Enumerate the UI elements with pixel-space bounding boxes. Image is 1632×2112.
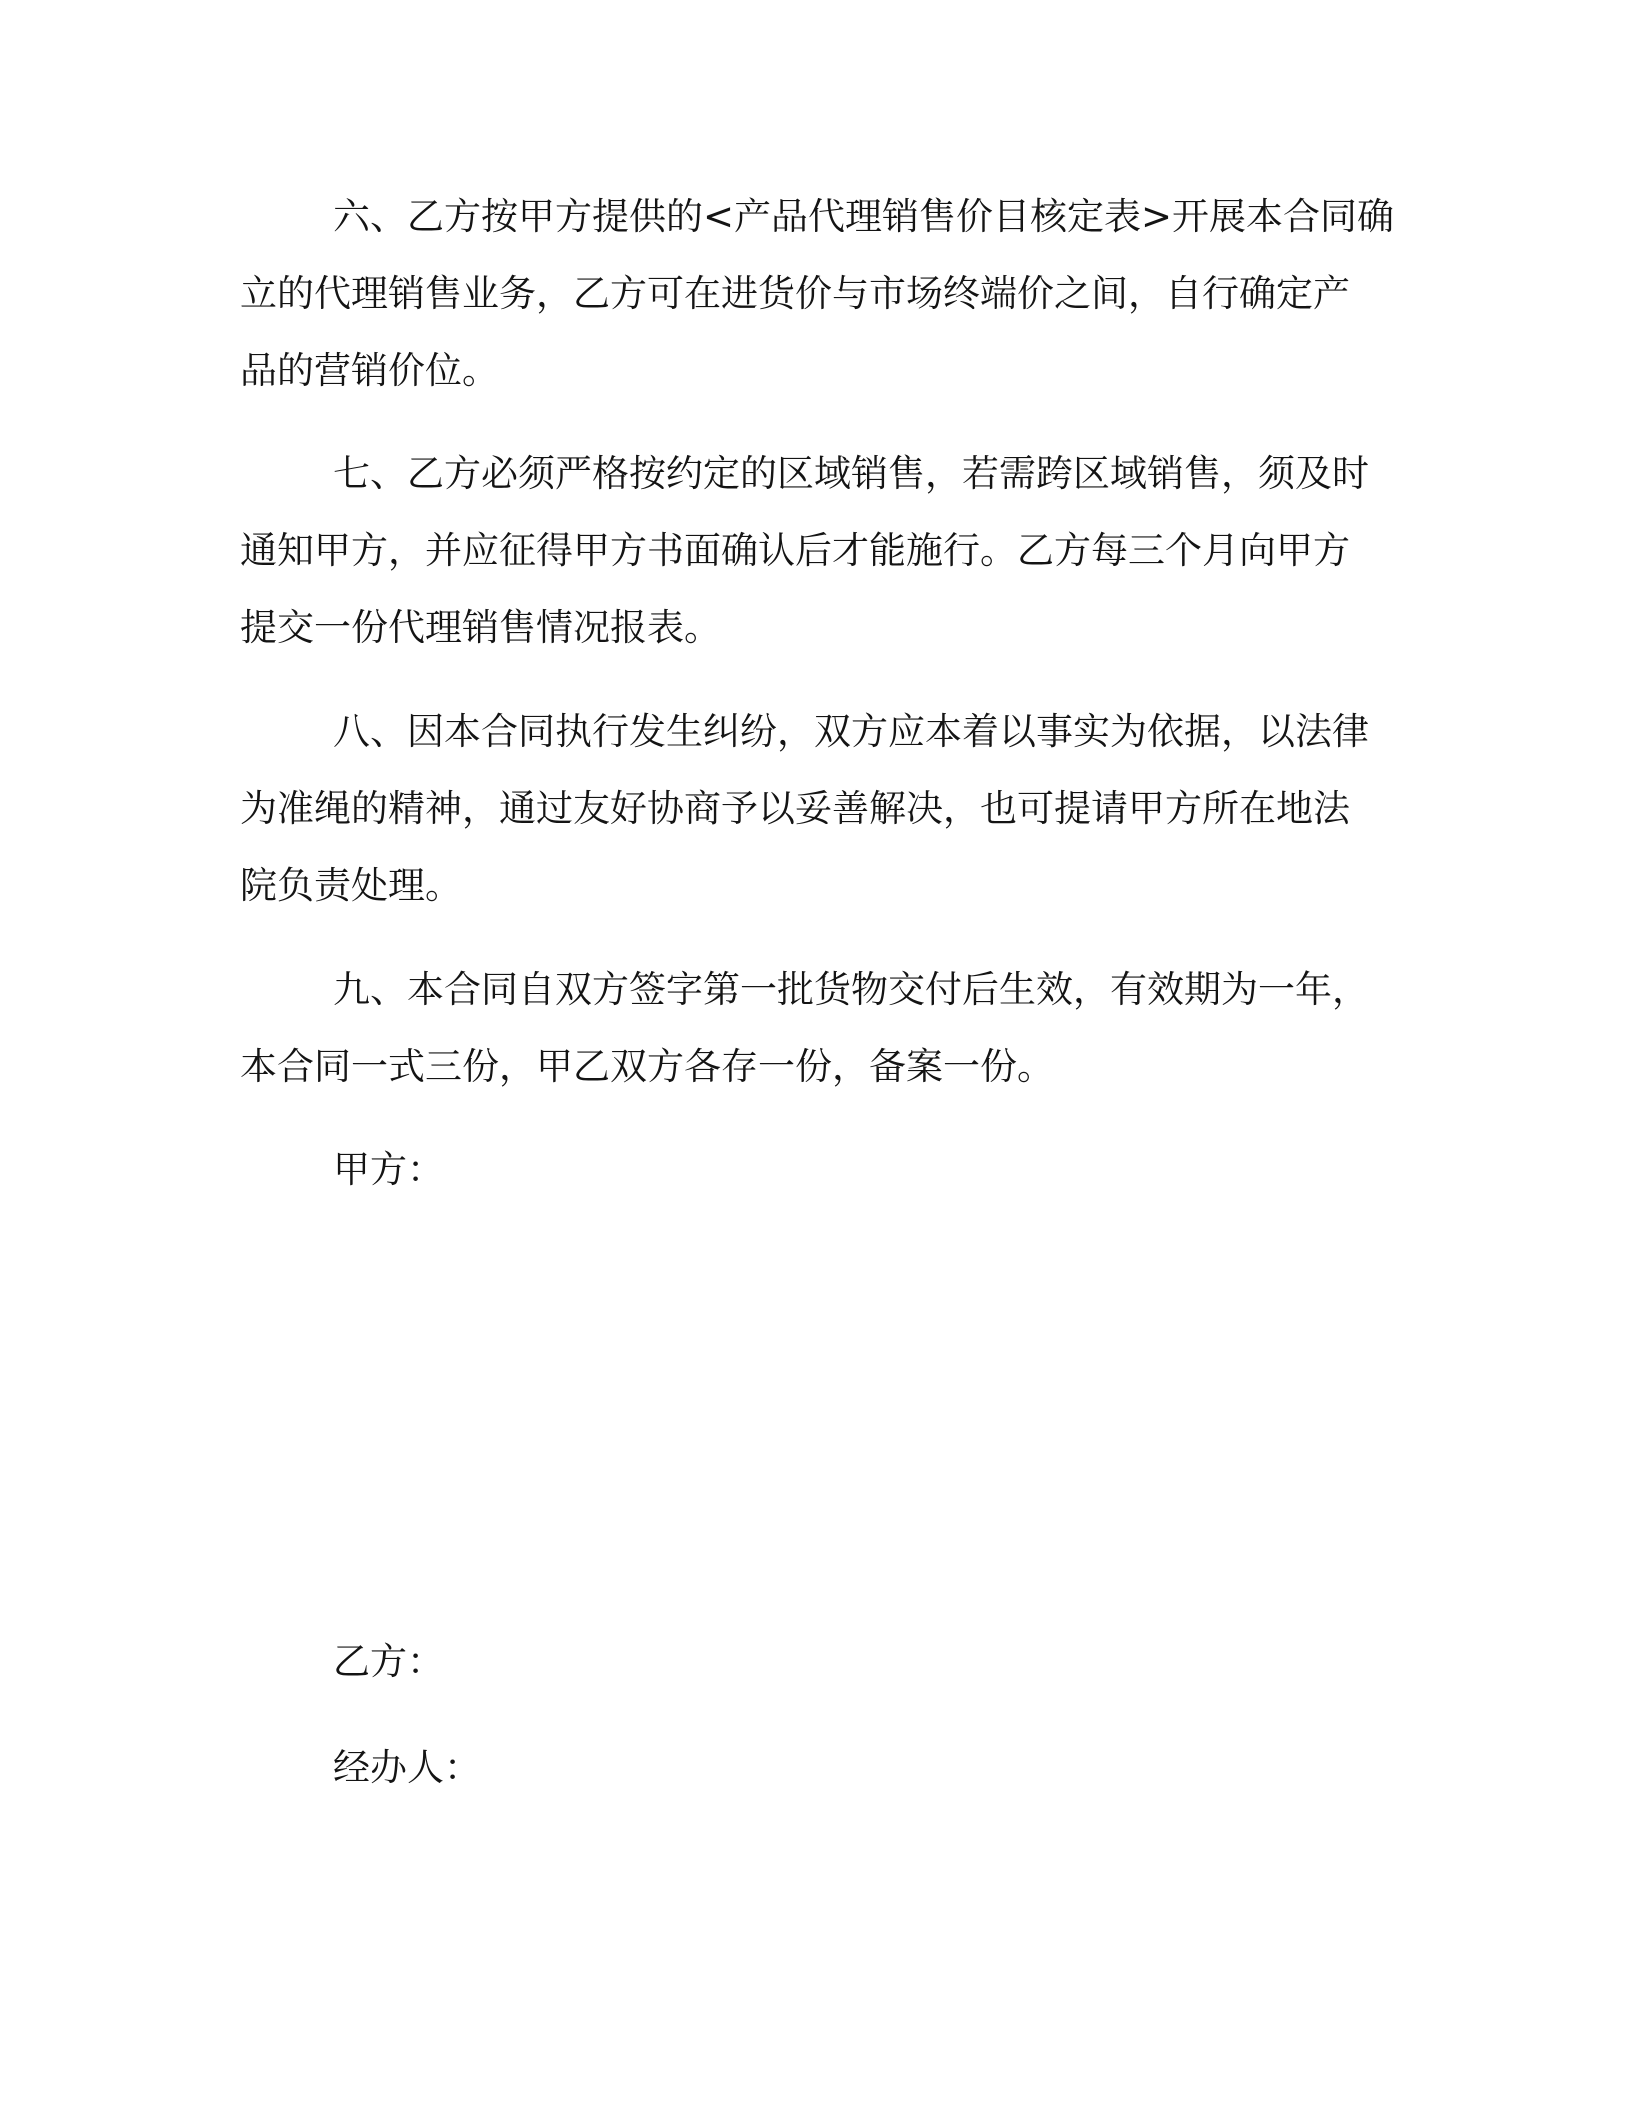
clause-line: 九、本合同自双方签字第一批货物交付后生效，有效期为一年， <box>333 968 1369 1011</box>
clause-line: 提交一份代理销售情况报表。 <box>240 606 721 649</box>
clause-7 <box>240 435 1390 666</box>
party-b-signature-label: 乙方： <box>333 1640 444 1683</box>
party-a-signature-label: 甲方： <box>333 1148 444 1191</box>
clause-6 <box>240 178 1395 409</box>
clause-line: 七、乙方必须严格按约定的区域销售，若需跨区域销售，须及时 <box>333 452 1369 495</box>
clause-line: 六、乙方按甲方提供的<产品代理销售价目核定表>开展本合同确 <box>333 195 1395 238</box>
clause-line: 本合同一式三份，甲乙双方各存一份，备案一份。 <box>240 1045 1054 1088</box>
clause-line: 八、因本合同执行发生纠纷，双方应本着以事实为依据，以法律 <box>333 710 1369 753</box>
clause-8 <box>240 693 1390 924</box>
clause-line: 品的营销价位。 <box>240 349 499 392</box>
agent-signature-label: 经办人： <box>333 1746 481 1789</box>
clause-line: 为准绳的精神，通过友好协商予以妥善解决，也可提请甲方所在地法 <box>240 787 1350 830</box>
clause-line: 通知甲方，并应征得甲方书面确认后才能施行。乙方每三个月向甲方 <box>240 529 1350 572</box>
clause-line: 立的代理销售业务，乙方可在进货价与市场终端价之间，自行确定产 <box>240 272 1350 315</box>
clause-line: 院负责处理。 <box>240 864 462 907</box>
clause-9 <box>240 951 1390 1105</box>
